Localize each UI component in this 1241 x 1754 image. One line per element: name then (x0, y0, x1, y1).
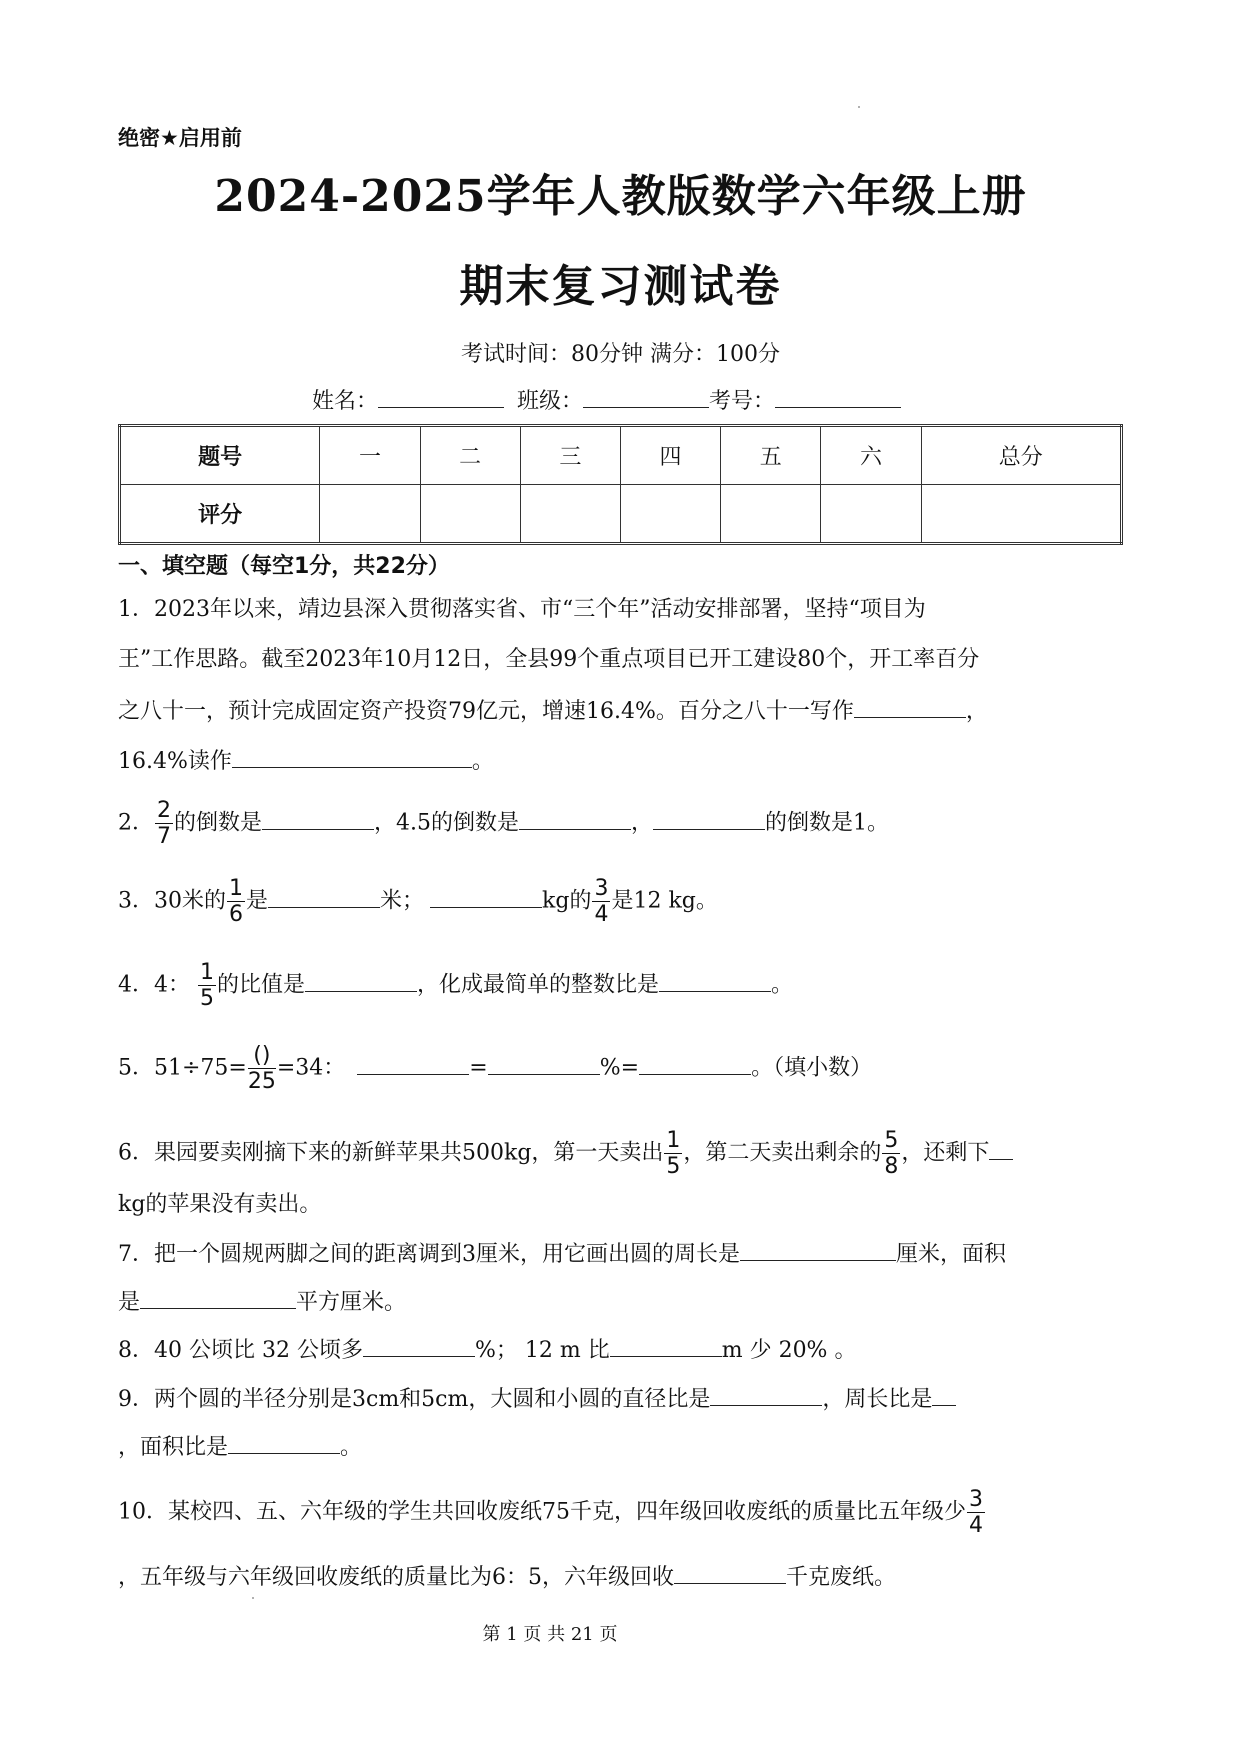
question-10-line-1 (118, 1487, 986, 1538)
answer-blank[interactable] (659, 969, 771, 992)
q4-text: 的比值是 (217, 972, 306, 998)
fraction: $\frac{5}{8}$ (884, 1128, 899, 1179)
fraction: $\frac{1}{6}$ (229, 876, 243, 927)
question-1-line-3 (118, 695, 988, 727)
q5-text: =34： (276, 1055, 346, 1081)
question-4 (118, 960, 793, 1011)
answer-blank[interactable] (363, 1334, 475, 1357)
score-cell[interactable] (320, 485, 420, 544)
answer-blank[interactable] (674, 1561, 786, 1584)
question-2 (118, 798, 889, 849)
question-5 (118, 1043, 872, 1094)
question-7-line-1 (118, 1238, 1006, 1270)
q6-text: 6．果园要卖刚摘下来的新鲜苹果共500kg，第一天卖出 (118, 1140, 664, 1166)
q7-text: 7．把一个圆规两脚之间的距离调到3厘米，用它画出圆的周长是 (118, 1242, 740, 1267)
question-1-line-4 (118, 745, 494, 777)
section-heading: 一、填空题（每空1分，共22分） (118, 554, 450, 579)
q2-text: ，4.5的倒数是 (374, 810, 520, 836)
q8-text: %； 12 m 比 (474, 1338, 610, 1363)
q1-end: 。 (471, 749, 494, 774)
question-6-line-2: kg的苹果没有卖出。 (118, 1192, 322, 1217)
fraction: $\frac{1}{5}$ (200, 960, 214, 1011)
q5-text: 5．51÷75= (118, 1055, 247, 1081)
score-table (118, 424, 1123, 545)
answer-blank[interactable] (639, 1052, 751, 1075)
q4-text: 。 (771, 972, 794, 998)
score-cell[interactable] (921, 485, 1121, 544)
q10-text: 千克废纸。 (786, 1565, 897, 1590)
answer-blank[interactable] (519, 807, 631, 830)
answer-blank[interactable] (357, 1052, 469, 1075)
scan-speck (858, 106, 860, 108)
fraction: $\frac{1}{5}$ (666, 1128, 681, 1179)
q10-text: ，五年级与六年级回收废纸的质量比为6：5，六年级回收 (118, 1565, 674, 1590)
question-6-line-1 (118, 1128, 1013, 1179)
q6-text: ，第二天卖出剩余的 (683, 1140, 882, 1166)
answer-blank[interactable] (488, 1052, 600, 1075)
score-header-cell: 二 (420, 426, 520, 485)
class-blank[interactable] (583, 385, 709, 408)
fraction: $\frac{()}{25}$ (247, 1043, 276, 1094)
question-1-line-1: 1．2023年以来，靖边县深入贯彻落实省、市“三个年”活动安排部署，坚持“项目为 (118, 597, 926, 622)
student-info-row (312, 384, 901, 415)
answer-blank[interactable] (854, 695, 966, 718)
answer-blank[interactable] (232, 745, 472, 768)
q3-text: 3．30米的 (118, 888, 226, 914)
score-header-cell: 题号 (120, 426, 320, 485)
q3-text: 米； (380, 888, 425, 914)
q3-text: 是 (246, 888, 269, 914)
answer-blank[interactable] (989, 1137, 1013, 1160)
q9-text: 。 (340, 1435, 363, 1460)
q1-text: 16.4%读作 (118, 749, 232, 774)
score-header-cell: 六 (821, 426, 921, 485)
question-8 (118, 1334, 856, 1366)
page-footer: 第 1 页 共 21 页 (482, 1624, 618, 1645)
fraction: $\frac{3}{4}$ (594, 876, 609, 927)
q9-text: ，面积比是 (118, 1435, 229, 1460)
q2-text: 的倒数是1。 (765, 810, 890, 836)
score-row-label: 评分 (120, 485, 320, 544)
answer-blank[interactable] (932, 1383, 956, 1406)
scan-speck (252, 1597, 254, 1599)
q8-text: m 少 20% 。 (721, 1338, 857, 1363)
score-header-cell: 三 (520, 426, 620, 485)
score-header-cell: 一 (320, 426, 420, 485)
score-cell[interactable] (620, 485, 720, 544)
answer-blank[interactable] (710, 1383, 822, 1406)
score-table-score-row (120, 485, 1122, 544)
question-10-line-2 (118, 1561, 896, 1593)
score-cell[interactable] (420, 485, 520, 544)
q2-text: ， (631, 810, 654, 836)
q5-text: 。（填小数） (751, 1055, 873, 1081)
q1-text: 之八十一，预计完成固定资产投资79亿元，增速16.4%。百分之八十一写作 (118, 699, 854, 724)
score-header-cell: 四 (620, 426, 720, 485)
fraction: $\frac{2}{7}$ (157, 798, 171, 849)
q3-text: 是12 kg。 (611, 888, 718, 914)
page-subtitle: 期末复习测试卷 (459, 261, 782, 312)
q5-text: = (469, 1055, 488, 1081)
score-cell[interactable] (821, 485, 921, 544)
question-9-line-2 (118, 1431, 362, 1463)
question-1-line-2: 王”工作思路。截至2023年10月12日，全县99个重点项目已开工建设80个，开工率百分 (118, 647, 980, 672)
q7-text: 是 (118, 1290, 141, 1315)
page-title: 2024-2025学年人教版数学六年级上册 (214, 171, 1027, 222)
question-3 (118, 876, 718, 927)
answer-blank[interactable] (740, 1238, 896, 1261)
q1-comma: ， (965, 699, 988, 724)
answer-blank[interactable] (140, 1286, 296, 1309)
q7-text: 平方厘米。 (296, 1290, 407, 1315)
number-label: 考号： (709, 389, 776, 414)
q9-text: ，周长比是 (822, 1387, 933, 1412)
score-table-header-row (120, 426, 1122, 485)
exam-info: 考试时间：80分钟 满分：100分 (461, 342, 780, 367)
class-label: 班级： (517, 389, 584, 414)
question-7-line-2 (118, 1286, 406, 1318)
answer-blank[interactable] (610, 1334, 722, 1357)
score-header-cell: 总分 (921, 426, 1121, 485)
question-9-line-1 (118, 1383, 956, 1415)
answer-blank[interactable] (268, 885, 380, 908)
answer-blank[interactable] (653, 807, 765, 830)
q2-text: 的倒数是 (174, 810, 263, 836)
fraction: $\frac{3}{4}$ (969, 1487, 983, 1538)
q3-text: kg的 (542, 888, 592, 914)
name-label: 姓名： (312, 389, 379, 414)
answer-blank[interactable] (305, 969, 417, 992)
q2-number: 2． (118, 810, 154, 836)
score-header-cell: 五 (721, 426, 821, 485)
answer-blank[interactable] (430, 885, 542, 908)
q9-text: 9．两个圆的半径分别是3cm和5cm，大圆和小圆的直径比是 (118, 1387, 711, 1412)
score-cell[interactable] (520, 485, 620, 544)
q10-text: 10．某校四、五、六年级的学生共回收废纸75千克，四年级回收废纸的质量比五年级少 (118, 1499, 966, 1525)
q4-text: 4．4： (118, 972, 190, 998)
confidential-label: 绝密★启用前 (118, 126, 242, 150)
number-blank[interactable] (775, 385, 901, 408)
answer-blank[interactable] (262, 807, 374, 830)
name-blank[interactable] (378, 385, 504, 408)
answer-blank[interactable] (228, 1431, 340, 1454)
q5-text: %= (599, 1055, 640, 1081)
score-cell[interactable] (721, 485, 821, 544)
q4-text: ，化成最简单的整数比是 (417, 972, 660, 998)
q7-text: 厘米，面积 (896, 1242, 1007, 1267)
q6-text: ，还剩下 (901, 1140, 990, 1166)
q8-text: 8．40 公顷比 32 公顷多 (118, 1338, 363, 1363)
